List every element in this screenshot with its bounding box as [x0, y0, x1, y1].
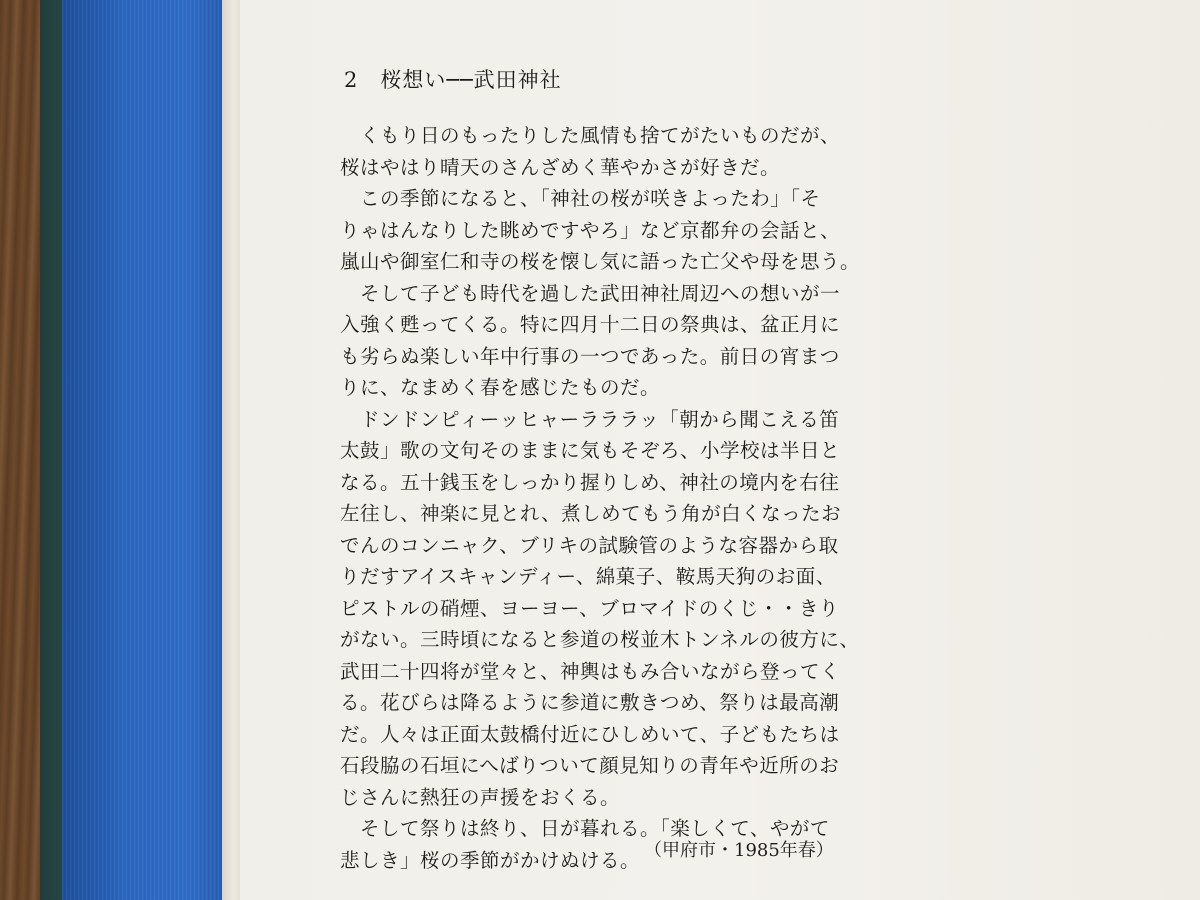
chapter-heading: [344, 64, 562, 94]
place-date-credit: （甲府市・1985年春）: [644, 840, 834, 861]
text-line: くもり日のもったりした風情も捨てがたいものだが、: [340, 124, 841, 147]
text-line: でんのコンニャク、ブリキの試験管のような容器から取: [340, 533, 839, 557]
text-line: この季節になると、「神社の桜が咲きよったわ」「そ: [340, 187, 821, 210]
text-line: だ。人々は正面太鼓橋付近にひしめいて、子どもたちは: [340, 722, 840, 746]
text-line: 悲しき」桜の季節がかけぬける。: [340, 848, 641, 872]
text-line: がない。三時頃になると参道の桜並木トンネルの彼方に、: [340, 628, 860, 651]
blue-cover-strip: [62, 0, 240, 900]
text-line: 入強く甦ってくる。特に四月十二日の祭典は、盆正月に: [340, 313, 841, 336]
text-line: る。花びらは降るように参道に敷きつめ、祭りは最高潮: [340, 691, 840, 714]
chapter-number: 2: [344, 68, 359, 92]
body-text: [340, 120, 940, 876]
text-line: そして子ども時代を過した武田神社周辺への想いが一: [340, 281, 841, 305]
text-line: なる。五十銭玉をしっかり握りしめ、神社の境内を右往: [340, 470, 840, 494]
text-line: 武田二十四将が堂々と、神輿はもみ合いながら登ってく: [340, 659, 841, 683]
text-line: 桜はやはり晴天のさんざめく華やかさが好きだ。: [340, 155, 781, 179]
text-line: 嵐山や御室仁和寺の桜を懐し気に語った亡父や母を思う。: [340, 250, 861, 273]
text-line: そして祭りは終り、日が暮れる。「楽しくて、やがて: [340, 817, 830, 840]
text-line: りに、なまめく春を感じたものだ。: [340, 376, 661, 399]
book-page: [240, 0, 1200, 900]
chapter-title: 桜想い──武田神社: [380, 68, 562, 92]
text-line: ドンドンピィーッヒャーラララッ「朝から聞こえる笛: [340, 407, 840, 431]
text-line: 石段脇の石垣にへばりついて顔見知りの青年や近所のお: [340, 754, 840, 777]
text-line: 太鼓」歌の文句そのままに気もそぞろ、小学校は半日と: [340, 439, 841, 462]
text-line: 左往し、神楽に見とれ、煮しめてもう角が白くなったお: [340, 502, 842, 525]
text-line: りゃはんなりした眺めですやろ」など京都弁の会話と、: [340, 218, 841, 242]
text-line: ピストルの硝煙、ヨーヨー、ブロマイドのくじ・・きり: [340, 596, 839, 620]
page-edge: [222, 0, 240, 900]
text-line: じさんに熱狂の声援をおくる。: [340, 785, 621, 809]
text-line: りだすアイスキャンディー、綿菓子、鞍馬天狗のお面、: [340, 565, 836, 588]
text-line: も劣らぬ楽しい年中行事の一つであった。前日の宵まつ: [340, 344, 840, 368]
